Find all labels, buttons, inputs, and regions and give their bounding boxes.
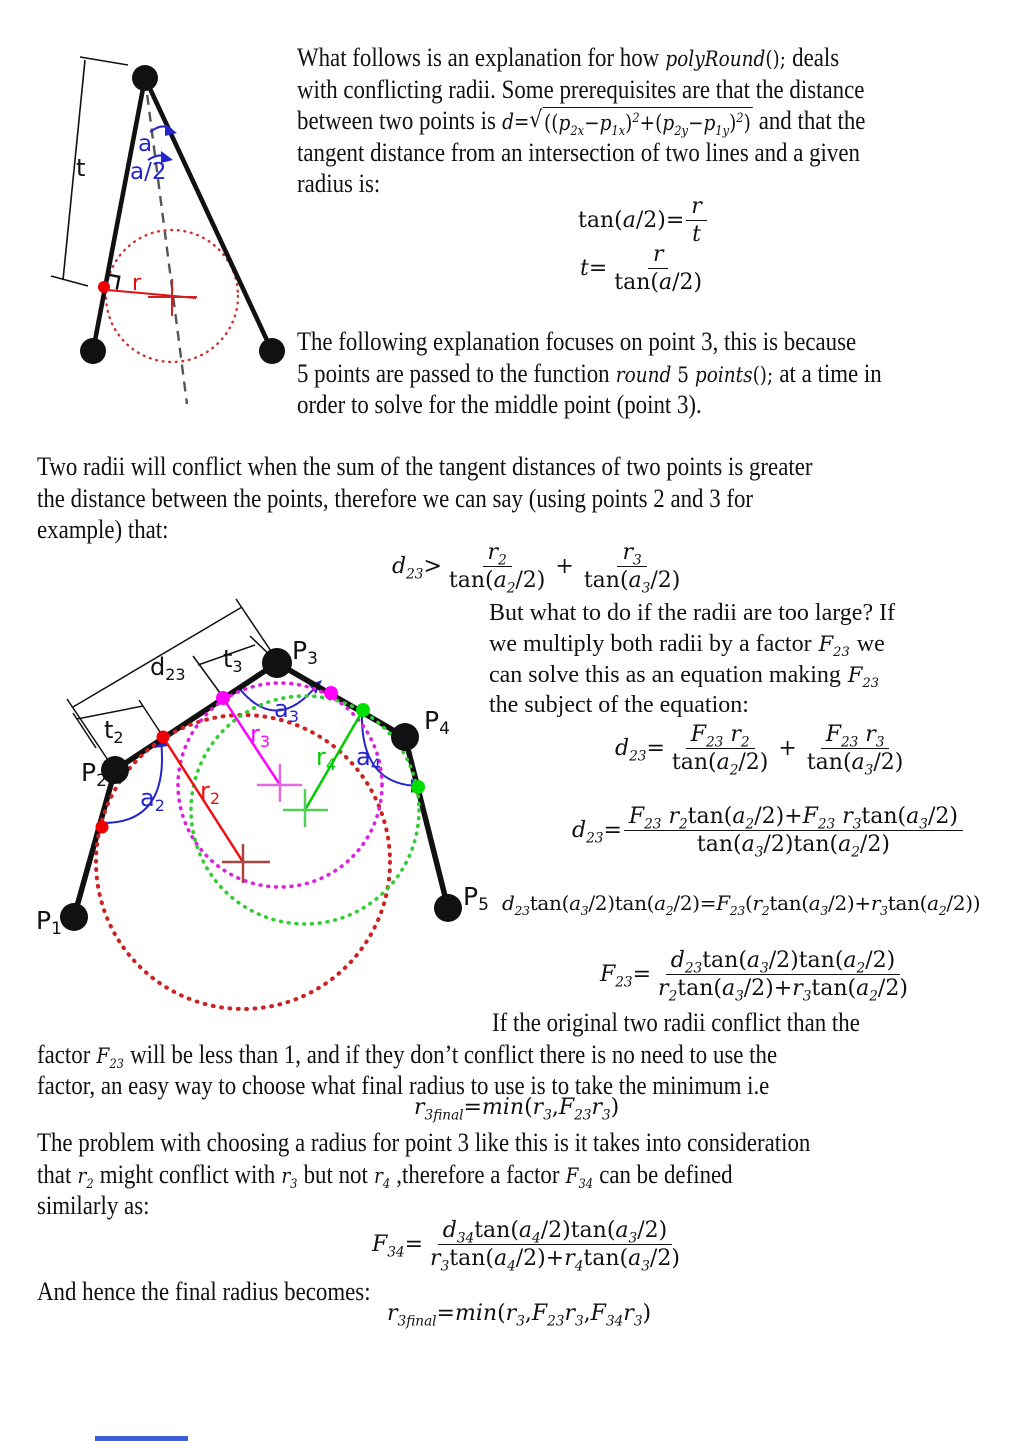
numerator: $F_{23}$ $r_2$ (686, 722, 755, 749)
text-run: will be less than 1, and if they don’t conflict there is no need to use the (130, 1039, 778, 1069)
fraction (579, 540, 686, 597)
fraction (425, 1218, 685, 1275)
equation-text: $d_{23}\tan(a_3/2)\tan(a_2/2)=F_{23}(r_2\tan(a_3/2)+r_3\tan(a_2/2))$ (502, 891, 981, 918)
p2-label: $P_2$ (81, 758, 107, 791)
a4-label: $a_4$ (356, 743, 381, 774)
paragraph-line (489, 660, 886, 691)
t2-label: $t_2$ (104, 716, 124, 747)
text-run: that (37, 1159, 72, 1189)
paragraph-line: similarly as: (37, 1191, 150, 1220)
plus-operator: + (555, 554, 574, 579)
r4-inline-formula: $r_4$ (373, 1163, 391, 1192)
paragraph-line (297, 105, 865, 139)
text-run: but not (303, 1159, 368, 1189)
paragraph-line: The following explanation focuses on point 3, this is because (297, 327, 857, 356)
denominator: tan(a/2) (614, 270, 703, 295)
paragraph-line: order to solve for the middle point (point 3). (297, 390, 702, 419)
text-run: might conflict with (99, 1159, 276, 1189)
formula-f23-definition (600, 948, 915, 1005)
r3-label: $r_3$ (250, 720, 271, 751)
fraction (609, 242, 707, 295)
p4-label: $P_4$ (424, 706, 450, 739)
vertex-bottom-left-node (80, 338, 106, 364)
p3-label: $P_3$ (292, 636, 318, 669)
fraction (624, 804, 963, 861)
denominator: $\tan(a_2/2)$ (671, 750, 769, 779)
formula-d23-inequality (392, 540, 687, 597)
t-dimension-tick-bottom (51, 276, 88, 286)
equation-text: $r_{3final}=\min(r_3,F_{23}r_3)$ (414, 1095, 620, 1124)
round5points-inline-formula: round 5 points(); (615, 362, 774, 387)
edge-right (145, 78, 272, 351)
numerator: r (648, 242, 669, 269)
formula-lhs: $F_{23}=$ (600, 962, 652, 991)
denominator: $\tan(a_2/2)$ (448, 568, 546, 597)
polyline-radii-diagram (30, 595, 490, 1020)
numerator: r (686, 194, 707, 221)
r-label: r (132, 271, 142, 296)
p1-node (60, 903, 88, 931)
a-label: a (138, 131, 153, 157)
formula-lhs: $F_{34}=$ (372, 1232, 424, 1261)
denominator: $r_2\tan(a_3/2)+r_3\tan(a_2/2)$ (658, 976, 908, 1005)
p4-node (391, 723, 419, 751)
formula-t-definition (580, 242, 709, 295)
paragraph-line: the distance between the points, therefore we can say (using points 2 and 3 for (37, 483, 754, 513)
formula-r3final-min (414, 1095, 620, 1124)
fraction (667, 722, 774, 779)
formula-lhs: t= (580, 256, 608, 281)
a2-label: $a_2$ (140, 784, 165, 815)
paragraph-line (489, 629, 885, 660)
corner-radius-diagram (50, 48, 300, 418)
text-run: we (856, 630, 885, 657)
p5-node (434, 894, 462, 922)
d23-label: $d_{23}$ (150, 653, 186, 684)
paragraph-line: But what to do if the radii are too large? If (489, 600, 896, 626)
bottom-blue-strip (95, 1436, 188, 1441)
denominator: $\tan(a_3/2)$ (806, 750, 904, 779)
r3-inline-formula: $r_3$ (281, 1163, 298, 1192)
tangent-point-dot (98, 281, 110, 293)
numerator: $r_2$ (483, 540, 512, 567)
formula-lhs: $d_{23}=$ (615, 736, 665, 765)
r2-tangent-dot-left (96, 821, 109, 834)
formula-r3final-full (387, 1301, 652, 1330)
distance-inline-formula (502, 107, 752, 140)
r3-tangent-dot-left (216, 691, 230, 705)
sqrt-body: $((p_{2x}-p_{1x})^2+(p_{2y}-p_{1y})^2)$ (542, 107, 752, 139)
a3-label: $a_3$ (274, 695, 299, 726)
paragraph-line (37, 1039, 777, 1072)
p1-label: $P_1$ (36, 906, 62, 939)
f23-inline-formula: $F_{23}$ (847, 662, 880, 691)
r4-tangent-dot-left (356, 703, 370, 717)
paragraph-line: with conflicting radii. Some prerequisites are that the distance (297, 74, 865, 104)
paragraph-line (297, 42, 839, 75)
r2-inline-formula: $r_2$ (77, 1163, 94, 1192)
r2-label: $r_2$ (200, 777, 221, 808)
numerator: $r_3$ (617, 540, 646, 567)
denominator: $\tan(a_3/2)$ (583, 568, 681, 597)
paragraph-line: The problem with choosing a radius for point 3 like this is it takes into consideration (37, 1128, 811, 1157)
denominator: $r_3\tan(a_4/2)+r_4\tan(a_3/2)$ (430, 1246, 680, 1275)
paragraph-line: factor, an easy way to choose what final radius to use is to take the minimum i.e (37, 1071, 770, 1100)
paragraph-line (37, 1159, 733, 1192)
paragraph-line: Two radii will conflict when the sum of the tangent distances of two points is greater (37, 452, 813, 481)
r3-tangent-dot-right (324, 686, 338, 700)
denominator: $\tan(a_3/2)\tan(a_2/2)$ (696, 832, 890, 861)
paragraph-line: If the original two radii conflict than the (492, 1008, 860, 1037)
text-run: can be defined (599, 1159, 733, 1189)
text-run: between two points is (297, 106, 496, 135)
t3-label: $t_3$ (223, 645, 243, 676)
sqrt-expression (529, 107, 752, 139)
edge-left (93, 78, 145, 351)
numerator: $F_{23}$ $r_3$ (821, 722, 890, 749)
r4-tangent-dot-right (411, 780, 425, 794)
fraction (802, 722, 909, 779)
formula-f34-definition (372, 1218, 687, 1275)
p5-label: $P_5$ (463, 882, 489, 915)
formula-linear-equation (502, 891, 981, 918)
paragraph-line: example) that: (37, 515, 169, 544)
paragraph-line (297, 358, 882, 391)
plus-operator: + (778, 736, 797, 761)
formula-lhs: $d_{23}>$ (392, 554, 442, 583)
t2-dim-ext-right (139, 700, 160, 732)
r4-label: $r_4$ (316, 743, 337, 774)
f34-inline-formula: $F_{34}$ (565, 1163, 594, 1192)
text-run: at a time in (779, 358, 882, 388)
p3-node (262, 648, 292, 678)
fraction (444, 540, 551, 597)
formula-lhs: tan(a/2)= (578, 208, 685, 233)
t-label: t (76, 154, 86, 182)
vertex-top-node (132, 65, 158, 91)
formula-lhs: $d_{23}=$ (572, 818, 622, 847)
paragraph-final-radius: And hence the final radius becomes: (37, 1277, 371, 1306)
a-half-label: a/2 (130, 159, 167, 185)
paragraph-line: tangent distance from an intersection of two lines and a given (297, 137, 860, 167)
numerator: $d_{34}\tan(a_4/2)\tan(a_3/2)$ (438, 1218, 672, 1245)
text-run: ,therefore a factor (396, 1159, 560, 1189)
text-run: factor (37, 1039, 91, 1069)
text-run: we multiply both radii by a factor (489, 630, 812, 657)
formula-d23-combined (572, 804, 965, 861)
formula-d23-with-factor (615, 722, 910, 779)
paragraph-line: radius is: (297, 169, 381, 198)
text-run: 5 points are passed to the function (297, 358, 610, 388)
equation-text: $r_{3final}=\min(r_3,F_{23}r_3,F_{34}r_3)$ (387, 1301, 652, 1330)
distance-lhs: d= (502, 110, 530, 134)
text-run: deals (792, 43, 840, 72)
text-run: and that the (758, 106, 866, 135)
angle-a-arrowhead (165, 124, 177, 136)
numerator: $d_{23}\tan(a_3/2)\tan(a_2/2)$ (666, 948, 900, 975)
vertex-bottom-right-node (259, 338, 285, 364)
formula-tan-definition (578, 194, 709, 247)
paragraph-line: the subject of the equation: (489, 692, 749, 719)
denominator: t (692, 222, 701, 247)
polyline-p1-p5 (74, 663, 448, 917)
fraction (686, 194, 707, 247)
r2-tangent-dot-right (157, 731, 170, 744)
numerator: $F_{23}$ $r_2\tan(a_2/2)+F_{23}$ $r_3\tan(a_3/2)$ (624, 804, 963, 831)
text-run: can solve this as an equation making (489, 661, 841, 688)
t-dimension-tick-top (80, 57, 128, 65)
radical-sign: √ (529, 107, 543, 133)
f23-inline-formula: $F_{23}$ (818, 631, 850, 660)
f23-inline-formula: $F_{23}$ (96, 1043, 124, 1072)
fraction (653, 948, 913, 1005)
text-run: What follows is an explanation for how (297, 43, 660, 72)
polyround-inline-formula: polyRound(); (665, 47, 786, 71)
